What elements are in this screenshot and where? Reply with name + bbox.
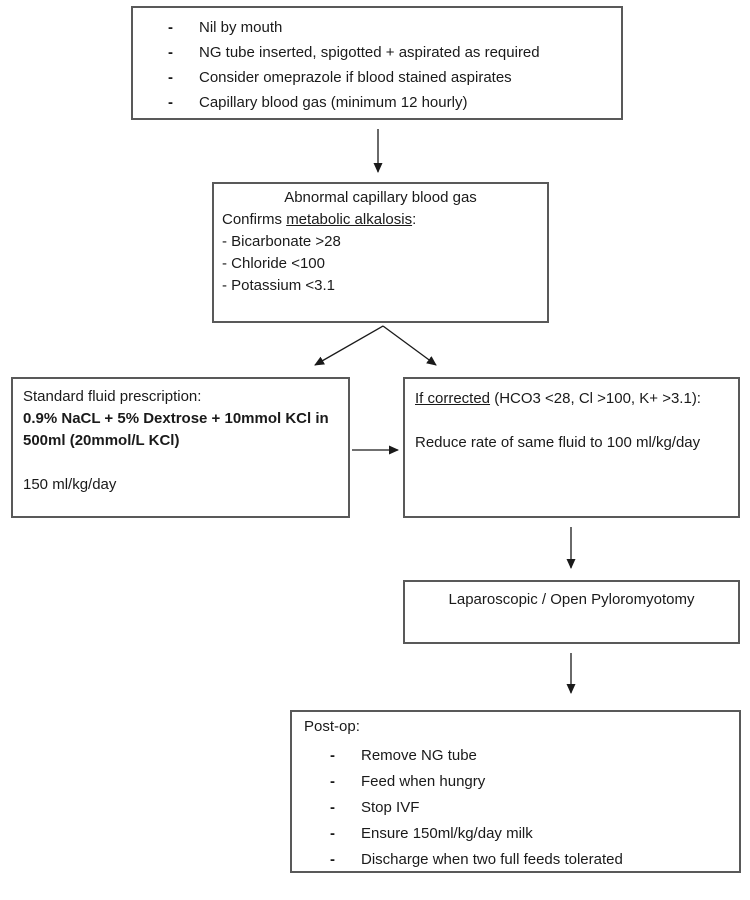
surgery-label: Laparoscopic / Open Pyloromyotomy (448, 591, 695, 608)
confirms-suffix: : (412, 211, 417, 228)
blood-gas-criterion: - Potassium <3.1 (222, 277, 335, 294)
box-post-op (290, 710, 741, 873)
list-item-text: NG tube inserted, spigotted + aspirated as required (199, 44, 540, 61)
blood-gas-title: Abnormal capillary blood gas (284, 189, 477, 206)
list-item (304, 742, 727, 768)
box-preop-management (131, 6, 623, 120)
blood-gas-confirms-line (222, 209, 539, 231)
list-item-text: Nil by mouth (199, 19, 283, 36)
bullet-dash: - (168, 19, 173, 36)
corrected-condition-line (415, 389, 728, 409)
bullet-dash: - (168, 94, 173, 111)
list-item (133, 65, 621, 90)
bullet-dash: - (330, 772, 335, 790)
corrected-criteria: (HCO3 <28, Cl >100, K+ >3.1): (490, 390, 701, 407)
box-pyloromyotomy (403, 580, 740, 644)
box-if-corrected (403, 377, 740, 518)
bullet-dash: - (330, 824, 335, 842)
box-standard-fluid-prescription (11, 377, 350, 518)
list-item-text: Feed when hungry (361, 772, 486, 790)
list-item-text: Remove NG tube (361, 746, 477, 764)
fluid-composition-line1: 0.9% NaCL + 5% Dextrose + 10mmol KCl in (23, 410, 329, 427)
list-item (133, 40, 621, 65)
list-item (304, 820, 727, 846)
corrected-action: Reduce rate of same fluid to 100 ml/kg/day (415, 434, 701, 451)
list-item (304, 768, 727, 794)
blood-gas-criterion: - Chloride <100 (222, 255, 325, 272)
bullet-dash: - (168, 69, 173, 86)
fluid-rate: 150 ml/kg/day (23, 476, 117, 493)
list-item-text: Discharge when two full feeds tolerated (361, 850, 623, 868)
fluid-heading: Standard fluid prescription: (23, 388, 202, 405)
list-item (133, 15, 621, 40)
blood-gas-criterion: - Bicarbonate >28 (222, 233, 341, 250)
postop-heading: Post-op: (304, 718, 360, 735)
arrow-bloodgas-to-corrected (383, 326, 436, 365)
arrow-bloodgas-to-fluid (315, 326, 383, 365)
bullet-dash: - (168, 44, 173, 61)
confirms-underlined: metabolic alkalosis (286, 211, 413, 228)
list-item-text: Consider omeprazole if blood stained aspirates (199, 69, 512, 86)
fluid-composition-line2: 500ml (20mmol/L KCl) (23, 432, 180, 449)
confirms-prefix: Confirms (222, 211, 287, 228)
bullet-dash: - (330, 850, 335, 868)
list-item-text: Ensure 150ml/kg/day milk (361, 824, 533, 842)
list-item-text: Stop IVF (361, 798, 420, 816)
list-item (304, 846, 727, 872)
list-item (304, 794, 727, 820)
box-abnormal-blood-gas (212, 182, 549, 323)
list-item-text: Capillary blood gas (minimum 12 hourly) (199, 94, 468, 111)
bullet-dash: - (330, 798, 335, 816)
list-item (133, 90, 621, 115)
bullet-dash: - (330, 746, 335, 764)
corrected-underlined: If corrected (415, 390, 491, 407)
